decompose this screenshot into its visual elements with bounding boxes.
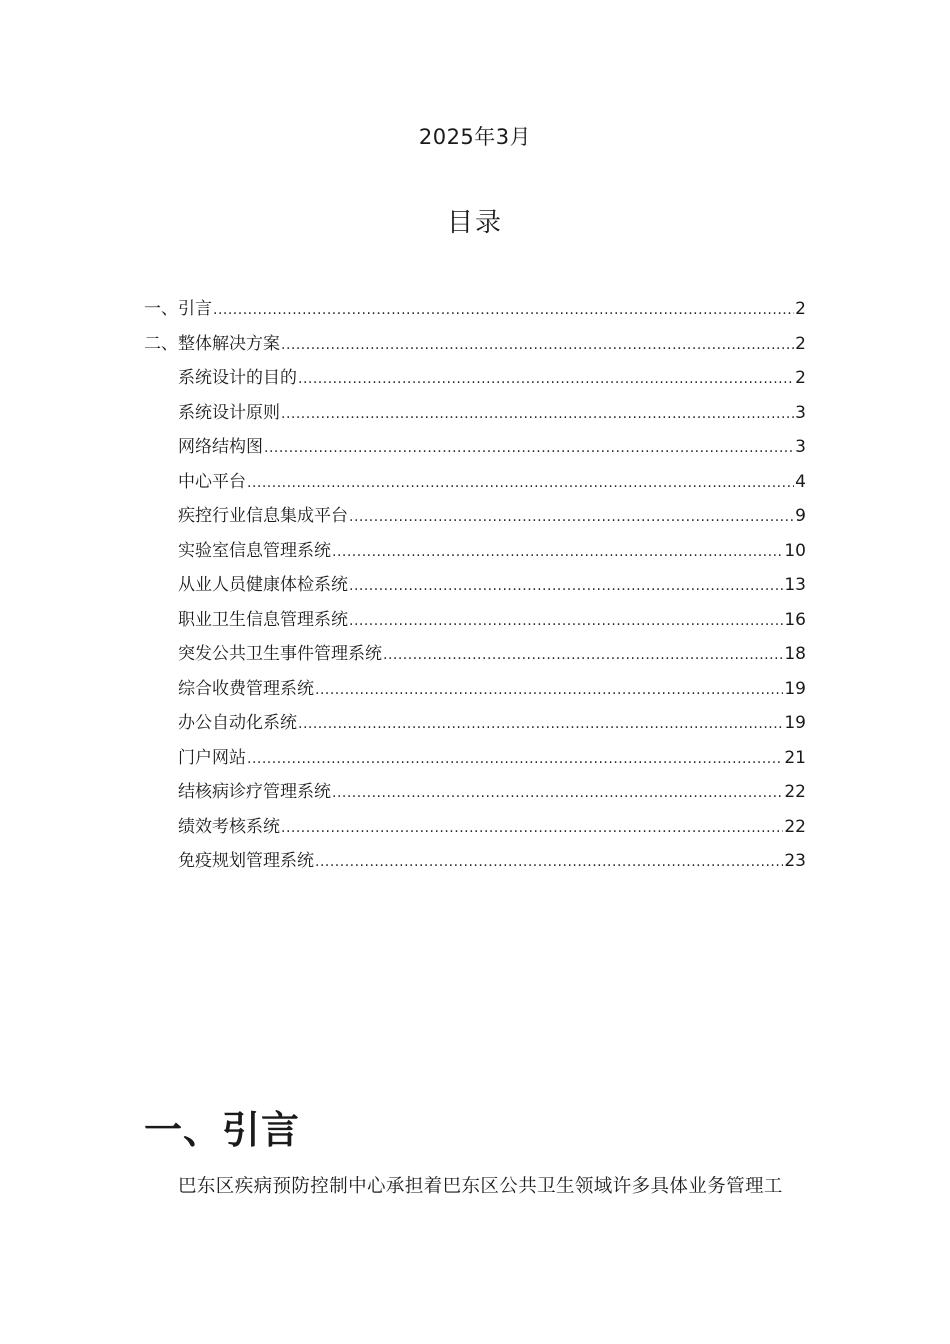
toc-page-number: 2 [795,368,806,388]
toc-page-number: 13 [784,575,806,595]
document-date: 2025年3月 [418,125,532,149]
toc-entry[interactable] [144,398,806,433]
toc-entry[interactable] [144,777,806,812]
toc-dot-leader [247,744,783,774]
toc-page-number: 10 [784,540,806,561]
toc-entry-title: 从业人员健康体检系统 [178,575,348,595]
toc-entry[interactable] [144,329,806,364]
toc-dot-leader [247,468,794,498]
toc-page-number: 18 [784,644,806,664]
toc-page-number: 21 [784,747,806,768]
toc-entry[interactable] [144,674,806,709]
toc-page-number: 9 [795,506,806,526]
toc-entry[interactable] [144,501,806,536]
toc-entry-title: 门户网站 [178,747,246,768]
toc-dot-leader [298,709,783,739]
toc-entry[interactable] [144,363,806,398]
toc-entry-title: 网络结构图 [178,437,263,457]
toc-entry-title: 办公自动化系统 [178,713,297,733]
toc-entry[interactable] [144,812,806,847]
toc-dot-leader [281,813,783,843]
toc-entry-title: 中心平台 [178,471,246,492]
toc-title: 目录 [446,208,503,238]
toc-dot-leader [332,537,783,567]
toc-entry-title: 疾控行业信息集成平台 [178,506,348,526]
toc-dot-leader [349,571,783,601]
toc-entry[interactable] [144,708,806,743]
toc-entry[interactable] [144,743,806,778]
body-paragraph: 巴东区疾病预防控制中心承担着巴东区公共卫生领域许多具体业务管理工 [178,1176,783,1197]
toc-entry-title: 系统设计的目的 [178,368,297,388]
toc-entry-title: 实验室信息管理系统 [178,540,331,561]
toc-dot-leader [264,433,794,463]
toc-entry-title: 免疫规划管理系统 [178,851,314,871]
toc-page-number: 2 [795,299,806,319]
toc-page-number: 22 [784,816,806,837]
toc-page-number: 19 [784,678,806,699]
toc-entry[interactable] [144,467,806,502]
toc-dot-leader [298,364,794,394]
toc-dot-leader [349,502,794,532]
toc-entry-title: 绩效考核系统 [178,816,280,837]
toc-page-number: 3 [795,402,806,423]
toc-entry-title: 结核病诊疗管理系统 [178,782,331,802]
toc-entry-title: 综合收费管理系统 [178,678,314,699]
toc-entry[interactable] [144,432,806,467]
toc-entry[interactable] [144,536,806,571]
toc-entry-title: 一、引言 [144,299,212,319]
toc-dot-leader [383,640,783,670]
toc-page-number: 23 [784,851,806,871]
toc-dot-leader [349,606,783,636]
toc-dot-leader [315,675,783,705]
toc-entry-title: 职业卫生信息管理系统 [178,609,348,630]
toc-page-number: 19 [784,713,806,733]
toc-dot-leader [332,778,783,808]
toc-page-number: 3 [795,437,806,457]
toc-page-number: 22 [784,782,806,802]
toc-dot-leader [315,847,783,877]
toc-page-number: 4 [795,471,806,492]
toc-page-number: 2 [795,333,806,354]
toc-entry[interactable] [144,605,806,640]
section-heading: 一、引言 [144,1108,301,1152]
toc-entry[interactable] [144,294,806,329]
toc-dot-leader [213,295,794,325]
toc-dot-leader [281,330,794,360]
table-of-contents [144,294,806,881]
toc-entry-title: 二、整体解决方案 [144,333,280,354]
toc-entry[interactable] [144,570,806,605]
toc-dot-leader [281,399,794,429]
toc-entry[interactable] [144,639,806,674]
toc-entry[interactable] [144,846,806,881]
toc-page-number: 16 [784,609,806,630]
toc-entry-title: 系统设计原则 [178,402,280,423]
toc-entry-title: 突发公共卫生事件管理系统 [178,644,382,664]
